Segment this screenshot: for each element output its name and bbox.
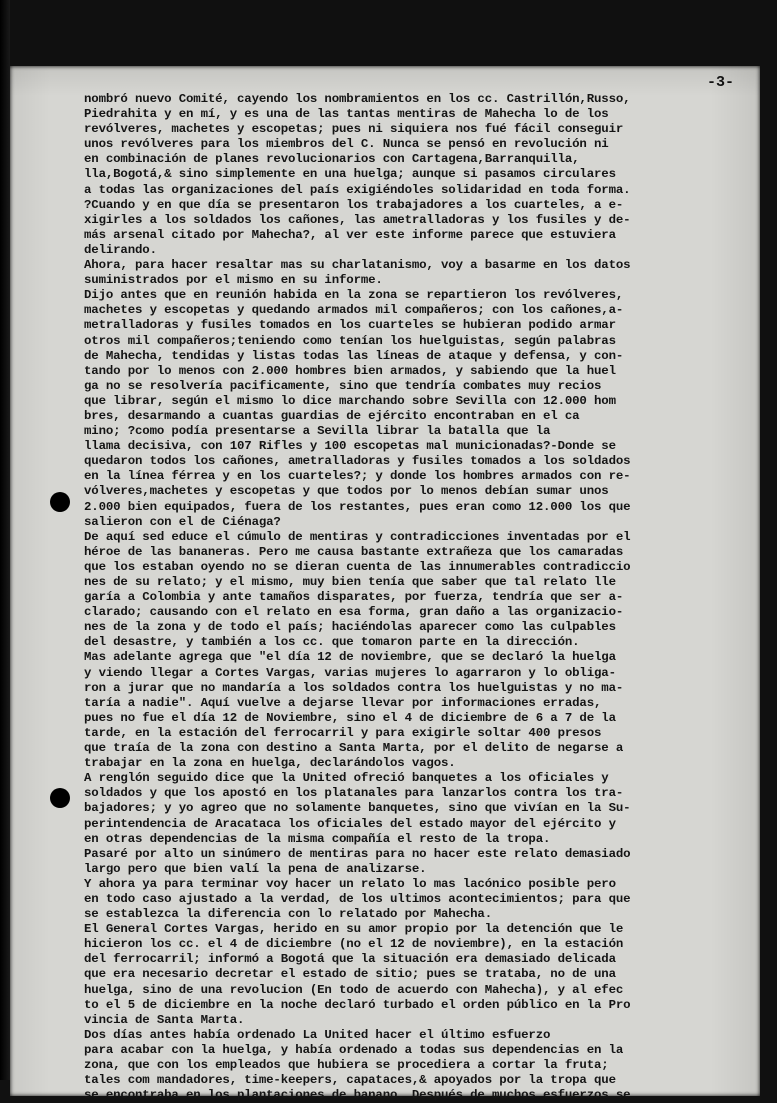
text-line: para acabar con la huelga, y había ordenado a todas sus dependencias en la <box>84 1042 624 1057</box>
text-line: ga no se resolvería pacificamente, sino que tendría combates muy recios <box>84 378 602 393</box>
text-line: zona, que con los empleados que hubiera se procediera a cortar la fruta; <box>84 1058 609 1072</box>
text-line: 2.000 bien equipados, fuera de los restantes, pues eran como 12.000 los que <box>84 499 631 514</box>
text-line: más arsenal citado por Mahecha?, al ver este informe parece que estuviera <box>84 227 616 242</box>
text-line: pues no fue el día 12 de Noviembre, sino el 4 de diciembre de 6 a 7 de la <box>84 710 616 725</box>
text-line: héroe de las bananeras. Pero me causa bastante extrañeza que los camaradas <box>84 544 624 559</box>
text-line: trabajar en la zona en huelga, declarándolos vagos. <box>84 756 456 771</box>
text-line: El General Cortes Vargas, herido en su amor propio por la detención que le <box>84 922 624 937</box>
text-line: metralladoras y fusiles tomados en los cuarteles se hubieran podido armar <box>84 318 616 333</box>
text-line: revólveres, machetes y escopetas; pues ni siquiera nos fué fácil conseguir <box>84 122 624 137</box>
text-line: que librar, según el mismo lo dice marchando sobre Sevilla con 12.000 hom <box>84 393 616 408</box>
text-line: A renglón seguido dice que la United ofreció banquetes a los oficiales y <box>84 771 609 786</box>
body-text <box>84 92 756 1103</box>
text-line: nes de la zona y de todo el país; haciéndolas aparecer como las culpables <box>84 620 616 635</box>
text-line: machetes y escopetas y quedando armados mil compañeros; con los cañones,a- <box>84 303 624 318</box>
text-line: hicieron los cc. el 4 de diciembre (no el 12 de noviembre), en la estación <box>84 937 624 952</box>
text-line: se encontraba en los plantaciones de banano. Después de muchos esfuerzos se <box>84 1088 631 1103</box>
typewritten-page <box>10 66 760 1103</box>
text-line: que los estaban oyendo no se dieran cuenta de las innumerables contradiccio <box>84 559 631 574</box>
text-line: Dijo antes que en reunión habida en la zona se repartieron los revólveres, <box>84 288 624 303</box>
text-line: en otras dependencias de la misma compañía el resto de la tropa. <box>84 831 551 846</box>
text-line: suministrados por el mismo en su informe. <box>84 273 383 288</box>
text-line: tando por lo menos con 2.000 hombres bien armados, y sabiendo que la huel <box>84 363 616 378</box>
text-line: De aquí sed educe el cúmulo de mentiras y contradicciones inventadas por el <box>84 529 631 544</box>
text-line: se establezca la diferencia con lo relatado por Mahecha. <box>84 907 492 922</box>
text-line: Dos días antes había ordenado La United hacer el último esfuerzo <box>84 1027 551 1042</box>
text-line: ron a jurar que no mandaría a los soldados contra los huelguistas y no ma- <box>84 680 624 695</box>
text-line: unos revólveres para los miembros del C. Nunca se pensó en revolución ni <box>84 137 609 152</box>
text-line: y viendo llegar a Cortes Vargas, varias mujeres lo agarraron y lo obliga- <box>84 665 616 680</box>
text-line: salieron con el de Ciénaga? <box>84 514 281 529</box>
text-line: Y ahora ya para terminar voy hacer un relato lo mas lacónico posible pero <box>84 876 616 891</box>
text-line: ?Cuando y en que día se presentaron los trabajadores a los cuarteles, a e- <box>84 197 624 212</box>
scan-edge-shadow <box>0 0 10 1080</box>
text-line: taría a nadie". Aquí vuelve a dejarse llevar por informaciones erradas, <box>84 695 602 710</box>
text-line: Piedrahita y en mí, y es una de las tantas mentiras de Mahecha lo de los <box>84 107 609 122</box>
text-line: en todo caso ajustado a la verdad, de los ultimos acontecimientos; para que <box>84 891 631 906</box>
text-line: lla,Bogotá,& sino simplemente en una huelga; aunque si pasamos circulares <box>84 167 616 182</box>
text-line: tarde, en la estación del ferrocarril y para exigirle soltar 400 presos <box>84 725 602 740</box>
text-line: a todas las organizaciones del país exigiéndoles solidaridad en toda forma. <box>84 182 631 197</box>
text-line: to el 5 de diciembre en la noche declaró turbado el orden público en la Pro <box>84 997 631 1012</box>
text-line: largo pero que bien valí la pena de analizarse. <box>84 861 427 876</box>
text-line: quedaron todos los cañones, ametralladoras y fusiles tomados a los soldados <box>84 454 631 469</box>
text-line: xigirles a los soldados los cañones, las ametralladoras y los fusiles y de- <box>84 212 631 227</box>
text-line: vincia de Santa Marta. <box>84 1012 245 1027</box>
text-line: en combinación de planes revolucionarios con Cartagena,Barranquilla, <box>84 152 580 167</box>
text-line: otros mil compañeros;teniendo como tenían los huelguistas, según palabras <box>84 333 616 348</box>
page-number: -3- <box>706 74 734 91</box>
text-line: huelga, sino de una revolucion (En todo de acuerdo con Mahecha), y al efec <box>84 982 624 997</box>
text-line: en la línea férrea y en los cuarteles?; y donde los hombres armados con re- <box>84 469 631 484</box>
text-line: nes de su relato; y el mismo, muy bien tenía que saber que tal relato lle <box>84 575 616 589</box>
text-line: vólveres,machetes y escopetas y que todos por lo menos debían sumar unos <box>84 484 609 499</box>
text-line: perintendencia de Aracataca los oficiales del estado mayor del ejército y <box>84 816 616 831</box>
text-line: Mas adelante agrega que "el día 12 de noviembre, que se declaró la huelga <box>84 650 616 665</box>
text-line: que traía de la zona con destino a Santa Marta, por el delito de negarse a <box>84 741 624 756</box>
punch-hole-top <box>50 492 70 512</box>
text-line: bajadores; y yo agreo que no solamente banquetes, sino que vivían en la Su- <box>84 801 631 816</box>
text-line: bres, desarmando a cuantas guardias de ejército encontraban en el ca <box>84 408 580 423</box>
text-line: soldados y que los apostó en los platanales para lanzarlos contra los tra- <box>84 786 624 801</box>
text-line: garía a Colombia y ante tamaños disparates, por fuerza, tendría que ser a- <box>84 590 624 605</box>
text-line: llama decisiva, con 107 Rifles y 100 escopetas mal municionadas?-Donde se <box>84 439 616 454</box>
text-line: nombró nuevo Comité, cayendo los nombramientos en los cc. Castrillón,Russo, <box>84 92 631 106</box>
text-line: de Mahecha, tendidas y listas todas las líneas de ataque y defensa, y con- <box>84 348 624 363</box>
text-line: Ahora, para hacer resaltar mas su charlatanismo, voy a basarme en los datos <box>84 258 631 273</box>
text-line: Pasaré por alto un sinúmero de mentiras para no hacer este relato demasiado <box>84 846 631 861</box>
text-line: mino; ?como podía presentarse a Sevilla librar la batalla que la <box>84 424 551 439</box>
text-line: del desastre, y también a los cc. que tomaron parte en la dirección. <box>84 635 580 650</box>
text-line: del ferrocarril; informó a Bogotá que la situación era demasiado delicada <box>84 952 616 967</box>
text-line: delirando. <box>84 242 157 257</box>
text-line: tales com mandadores, time-keepers, capataces,& apoyados por la tropa que <box>84 1073 616 1088</box>
text-line: clarado; causando con el relato en esa forma, gran daño a las organizacio- <box>84 605 624 620</box>
punch-hole-bottom <box>50 788 70 808</box>
text-line: que era necesario decretar el estado de sitio; pues se trataba, no de una <box>84 967 616 982</box>
